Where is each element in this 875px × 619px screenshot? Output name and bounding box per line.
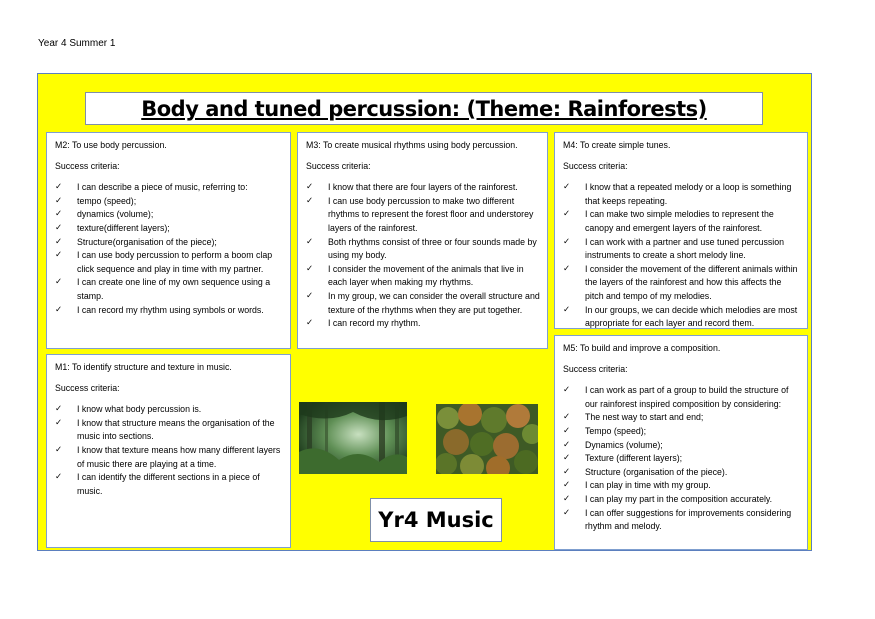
criteria-text: I can create one line of my own sequence using a stamp.: [77, 277, 271, 301]
check-icon: ✓: [55, 250, 63, 261]
criteria-text: I consider the movement of the different animals within the layers of the rainforest and how this affects the pitch and tempo of my melodies.: [585, 263, 798, 301]
criteria-item: [55, 208, 284, 222]
m4-box: [554, 132, 808, 329]
check-icon: ✓: [55, 404, 63, 415]
criteria-text: I can work with a partner and use tuned percussion instruments to create a short melody line.: [585, 236, 785, 261]
check-icon: ✓: [306, 182, 314, 193]
criteria-item: [55, 304, 284, 318]
criteria-text: I can identify the different sections in a piece of music.: [77, 472, 260, 496]
criteria-text: I know that there are four layers of the rainforest.: [328, 182, 518, 193]
criteria-text: I can use body percussion to make two different rhythms to represent the forest floor and understorey layers of the rainforest.: [328, 195, 534, 233]
check-icon: ✓: [306, 318, 314, 329]
criteria-text: I can make two simple melodies to represent the canopy and emergent layers of the rainforest.: [585, 209, 774, 233]
criteria-text: I can play my part in the composition accurately.: [585, 493, 773, 504]
m3-criteria-label: Success criteria:: [306, 160, 371, 171]
criteria-text: In my group, we can consider the overall structure and texture of the rhythms when they are put together.: [328, 290, 540, 315]
m1-box: [46, 354, 291, 548]
check-icon: ✓: [563, 209, 571, 220]
check-icon: ✓: [55, 209, 63, 220]
m5-box: [554, 335, 808, 550]
criteria-item: [55, 249, 284, 276]
criteria-item: [55, 444, 284, 471]
criteria-text: Tempo (speed);: [585, 425, 647, 436]
criteria-item: [563, 452, 801, 466]
check-icon: ✓: [563, 466, 571, 477]
criteria-text: I know what body percussion is.: [77, 404, 202, 415]
m4-list: [563, 181, 801, 329]
check-icon: ✓: [55, 304, 63, 315]
criteria-item: [55, 471, 284, 498]
criteria-text: Structure (organisation of the piece).: [585, 466, 728, 477]
criteria-item: [563, 466, 801, 480]
check-icon: ✓: [55, 444, 63, 455]
m2-criteria-label: Success criteria:: [55, 160, 120, 171]
criteria-text: I can record my rhythm using symbols or words.: [77, 304, 264, 315]
check-icon: ✓: [306, 290, 314, 301]
criteria-item: [306, 195, 541, 236]
criteria-item: [563, 411, 801, 425]
m2-box: [46, 132, 291, 349]
criteria-item: [55, 236, 284, 250]
criteria-item: [563, 263, 801, 304]
m5-heading: M5: To build and improve a composition.: [563, 343, 721, 353]
criteria-text: Both rhythms consist of three or four sounds made by using my body.: [328, 236, 537, 261]
check-icon: ✓: [563, 480, 571, 491]
check-icon: ✓: [563, 385, 571, 396]
m5-list: [563, 384, 801, 534]
criteria-item: [563, 439, 801, 453]
criteria-item: [55, 276, 284, 303]
check-icon: ✓: [55, 236, 63, 247]
criteria-item: [306, 263, 541, 290]
check-icon: ✓: [55, 472, 63, 483]
check-icon: ✓: [55, 182, 63, 193]
check-icon: ✓: [306, 195, 314, 206]
m3-box: [297, 132, 548, 349]
check-icon: ✓: [55, 195, 63, 206]
check-icon: ✓: [563, 425, 571, 436]
criteria-text: I can describe a piece of music, referring to:: [77, 182, 248, 193]
criteria-text: I know that texture means how many different layers of music there are playing at a time.: [77, 444, 281, 469]
check-icon: ✓: [55, 417, 63, 428]
m1-heading: M1: To identify structure and texture in music.: [55, 362, 232, 372]
criteria-text: Dynamics (volume);: [585, 439, 663, 450]
criteria-text: The nest way to start and end;: [585, 412, 704, 423]
criteria-text: I can use body percussion to perform a boom clap click sequence and play in time with my partner.: [77, 250, 273, 274]
m1-criteria-label: Success criteria:: [55, 382, 120, 393]
criteria-item: [563, 304, 801, 329]
check-icon: ✓: [55, 222, 63, 233]
check-icon: ✓: [55, 277, 63, 288]
check-icon: ✓: [306, 236, 314, 247]
criteria-item: [55, 222, 284, 236]
criteria-item: [563, 507, 801, 534]
check-icon: ✓: [563, 182, 571, 193]
criteria-text: tempo (speed);: [77, 195, 137, 206]
criteria-item: [55, 417, 284, 444]
criteria-text: dynamics (volume);: [77, 209, 154, 220]
criteria-item: [306, 181, 541, 195]
criteria-item: [306, 317, 541, 331]
criteria-item: [55, 181, 284, 195]
m5-criteria-label: Success criteria:: [563, 363, 628, 374]
check-icon: ✓: [563, 507, 571, 518]
criteria-item: [563, 236, 801, 263]
criteria-text: I can record my rhythm.: [328, 318, 421, 329]
criteria-item: [563, 479, 801, 493]
criteria-text: I consider the movement of the animals that live in each layer when making my rhythms.: [328, 263, 524, 288]
rainforest-mist-photo: [299, 402, 407, 474]
criteria-item: [55, 403, 284, 417]
criteria-item: [563, 384, 801, 411]
criteria-item: [55, 195, 284, 209]
criteria-item: [563, 493, 801, 507]
criteria-text: In our groups, we can decide which melodies are most appropriate for each layer and record them.: [585, 304, 798, 329]
check-icon: ✓: [563, 304, 571, 315]
criteria-text: I know that a repeated melody or a loop is something that keeps repeating.: [585, 182, 792, 206]
criteria-text: I can offer suggestions for improvements considering rhythm and melody.: [585, 507, 792, 532]
check-icon: ✓: [563, 263, 571, 274]
m1-list: [55, 403, 284, 498]
criteria-text: I know that structure means the organisation of the music into sections.: [77, 417, 275, 442]
m4-criteria-label: Success criteria:: [563, 160, 628, 171]
criteria-item: [563, 425, 801, 439]
page-header-label: Year 4 Summer 1: [38, 38, 116, 49]
m3-heading: M3: To create musical rhythms using body percussion.: [306, 140, 518, 150]
check-icon: ✓: [563, 236, 571, 247]
m4-heading: M4: To create simple tunes.: [563, 140, 671, 150]
m2-heading: M2: To use body percussion.: [55, 140, 167, 150]
rainforest-canopy-photo: [436, 404, 538, 474]
criteria-item: [563, 181, 801, 208]
check-icon: ✓: [306, 263, 314, 274]
criteria-item: [563, 208, 801, 235]
check-icon: ✓: [563, 439, 571, 450]
footer-label: Yr4 Music: [370, 498, 502, 542]
criteria-text: I can play in time with my group.: [585, 480, 711, 491]
criteria-text: Structure(organisation of the piece);: [77, 236, 217, 247]
check-icon: ✓: [563, 493, 571, 504]
criteria-text: Texture (different layers);: [585, 453, 683, 464]
criteria-text: texture(different layers);: [77, 222, 170, 233]
check-icon: ✓: [563, 453, 571, 464]
criteria-item: [306, 290, 541, 317]
board-title: Body and tuned percussion: (Theme: Rainforests): [85, 92, 763, 125]
criteria-item: [306, 236, 541, 263]
criteria-text: I can work as part of a group to build the structure of our rainforest inspired composition by considering:: [585, 385, 789, 409]
m3-list: [306, 181, 541, 331]
m2-list: [55, 181, 284, 317]
check-icon: ✓: [563, 412, 571, 423]
